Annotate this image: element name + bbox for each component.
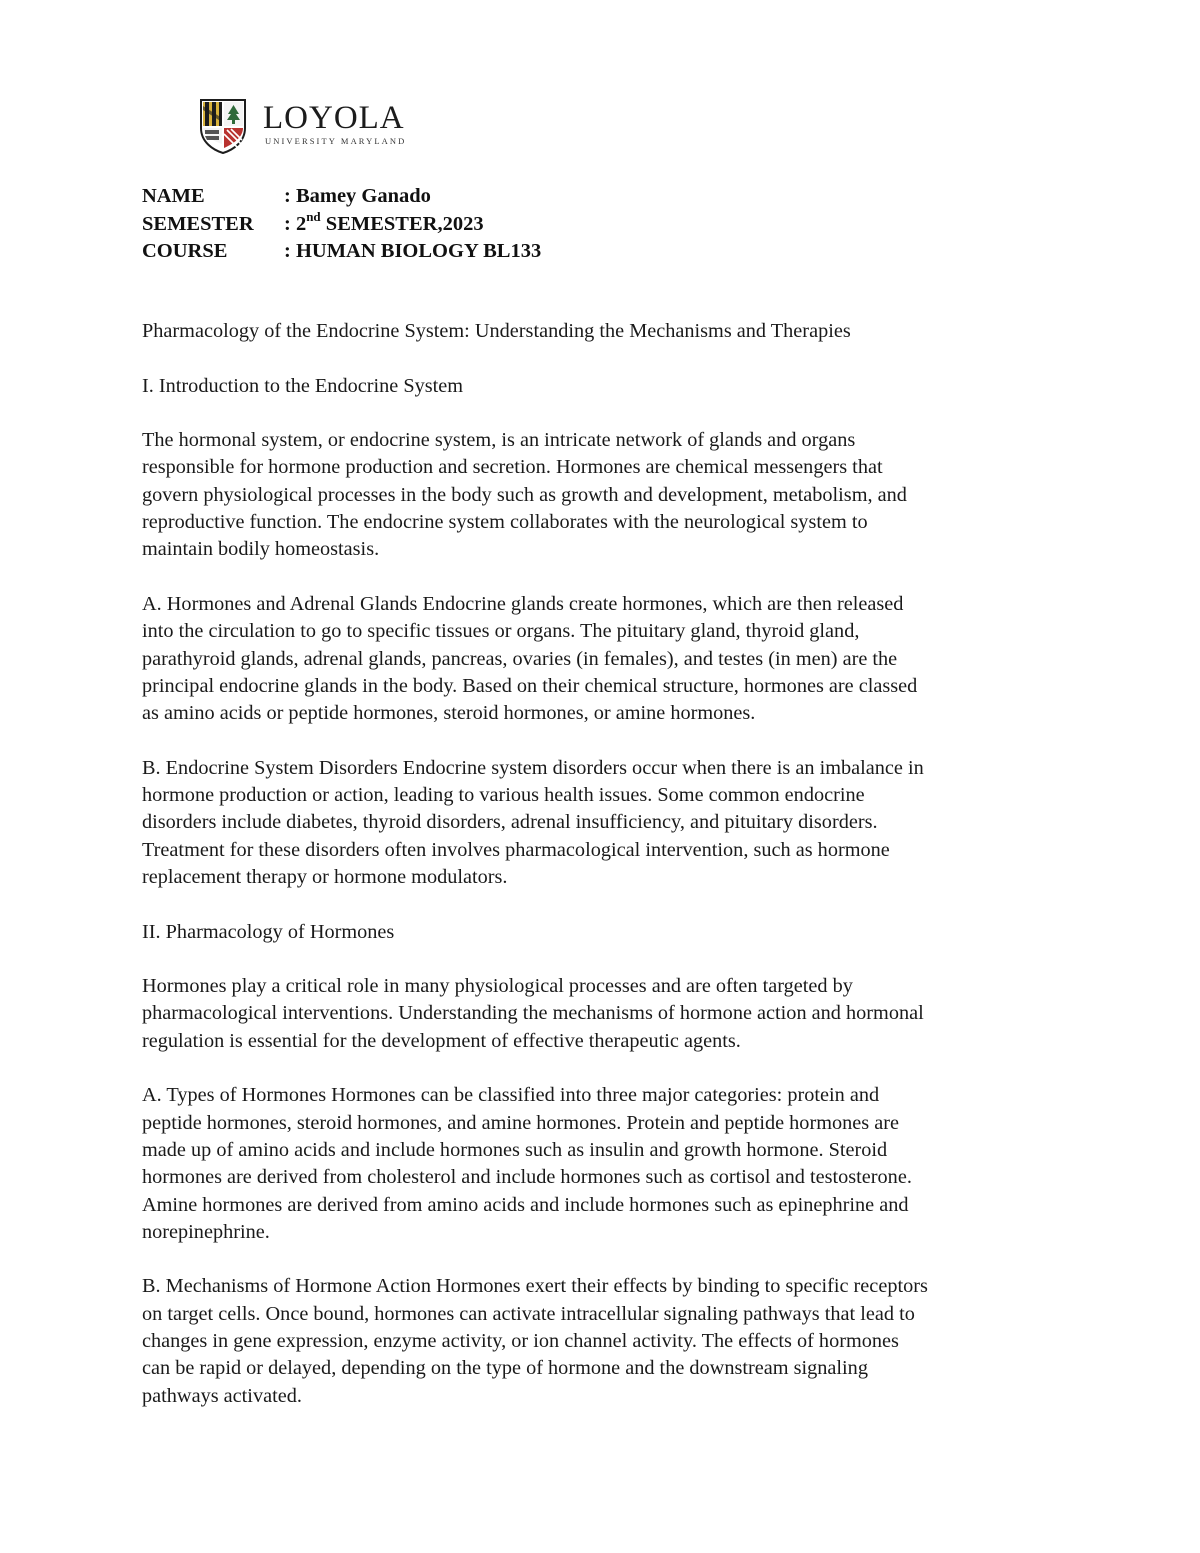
text-line: Treatment for these disorders often involves pharmacological intervention, such as hormone xyxy=(142,838,890,861)
text-line: maintain bodily homeostasis. xyxy=(142,538,380,561)
name-label: NAME xyxy=(142,185,205,207)
text-line: as amino acids or peptide hormones, steroid hormones, or amine hormones. xyxy=(142,702,756,725)
semester-ordinal: nd xyxy=(306,208,321,224)
section-2b-paragraph xyxy=(142,1273,1072,1409)
course-value: : HUMAN BIOLOGY BL133 xyxy=(284,240,542,262)
text-line: replacement therapy or hormone modulators. xyxy=(142,865,508,888)
document-body xyxy=(142,318,1072,1437)
student-info xyxy=(142,183,541,266)
text-line: pharmacological interventions. Understanding the mechanisms of hormone action and hormonal xyxy=(142,1002,924,1025)
text-line: changes in gene expression, enzyme activity, or ion channel activity. The effects of hormones xyxy=(142,1329,899,1352)
section-2a-paragraph xyxy=(142,1082,1072,1246)
text-line: parathyroid glands, adrenal glands, pancreas, ovaries (in females), and testes (in men) are the xyxy=(142,647,898,670)
logo-wordmark: LOYOLA xyxy=(263,100,405,136)
semester-label: SEMESTER xyxy=(142,212,254,235)
text-line: into the circulation to go to specific tissues or organs. The pituitary gland, thyroid gland, xyxy=(142,620,860,643)
course-row xyxy=(142,238,541,266)
crest-icon xyxy=(199,98,247,154)
text-line: regulation is essential for the development of effective therapeutic agents. xyxy=(142,1029,741,1052)
section-2-paragraph xyxy=(142,973,1072,1055)
text-line: principal endocrine glands in the body. Based on their chemical structure, hormones are classed xyxy=(142,674,918,697)
text-line: on target cells. Once bound, hormones can activate intracellular signaling pathways that lead to xyxy=(142,1302,915,1325)
text-line: The hormonal system, or endocrine system, is an intricate network of glands and organs xyxy=(142,429,856,452)
text-line: govern physiological processes in the body such as growth and development, metabolism, and xyxy=(142,483,907,506)
text-line: peptide hormones, steroid hormones, and amine hormones. Protein and peptide hormones are xyxy=(142,1111,899,1134)
text-line: can be rapid or delayed, depending on the type of hormone and the downstream signaling xyxy=(142,1357,868,1380)
text-line: B. Mechanisms of Hormone Action Hormones exert their effects by binding to specific receptors xyxy=(142,1275,928,1298)
university-logo xyxy=(199,98,409,156)
semester-suffix: SEMESTER,2023 xyxy=(320,212,484,235)
semester-row xyxy=(142,208,541,239)
section-2-heading: II. Pharmacology of Hormones xyxy=(142,920,395,943)
section-1a-paragraph xyxy=(142,591,1072,727)
text-line: pathways activated. xyxy=(142,1384,302,1407)
text-line: disorders include diabetes, thyroid disorders, adrenal insufficiency, and pituitary disorders. xyxy=(142,811,878,834)
text-line: Hormones play a critical role in many physiological processes and are often targeted by xyxy=(142,975,853,998)
text-line: hormones are derived from cholesterol and include hormones such as cortisol and testosterone. xyxy=(142,1166,912,1189)
text-line: hormone production or action, leading to various health issues. Some common endocrine xyxy=(142,784,865,807)
text-line: A. Types of Hormones Hormones can be classified into three major categories: protein and xyxy=(142,1084,880,1107)
text-line: norepinephrine. xyxy=(142,1220,270,1243)
text-line: B. Endocrine System Disorders Endocrine system disorders occur when there is an imbalance in xyxy=(142,756,924,779)
section-1-paragraph xyxy=(142,427,1072,563)
text-line: made up of amino acids and include hormones such as insulin and growth hormone. Steroid xyxy=(142,1138,888,1161)
document-title: Pharmacology of the Endocrine System: Understanding the Mechanisms and Therapies xyxy=(142,320,851,342)
semester-prefix: : 2 xyxy=(284,212,307,235)
text-line: A. Hormones and Adrenal Glands Endocrine glands create hormones, which are then released xyxy=(142,592,904,615)
text-line: reproductive function. The endocrine system collaborates with the neurological system to xyxy=(142,511,868,534)
section-1b-paragraph xyxy=(142,755,1072,891)
section-1-heading: I. Introduction to the Endocrine System xyxy=(142,374,464,397)
course-label: COURSE xyxy=(142,240,228,262)
name-row xyxy=(142,183,541,211)
name-value: : Bamey Ganado xyxy=(284,185,431,207)
text-line: responsible for hormone production and secretion. Hormones are chemical messengers that xyxy=(142,456,883,479)
text-line: Amine hormones are derived from amino acids and include hormones such as epinephrine and xyxy=(142,1193,909,1216)
logo-subtitle: UNIVERSITY MARYLAND xyxy=(265,136,407,146)
semester-value xyxy=(284,208,484,239)
